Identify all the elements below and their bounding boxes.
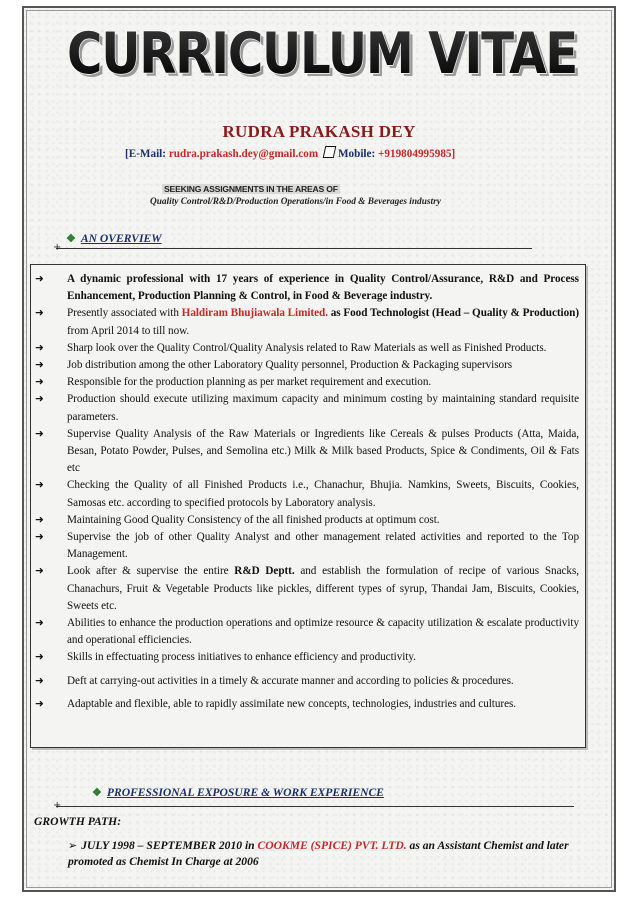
candidate-name: RUDRA PRAKASH DEY xyxy=(222,122,416,141)
experience-rule xyxy=(56,806,574,807)
arrow-right-icon: ➜ xyxy=(35,479,44,492)
diamond-icon: ❖ xyxy=(92,787,102,799)
arrow-right-icon: ➜ xyxy=(35,376,44,389)
arrow-right-icon: ➜ xyxy=(35,531,44,544)
job-company: COOKME (SPICE) PVT. LTD. xyxy=(257,839,407,852)
list-item: ➜ Look after & supervise the entire R&D Deptt. and establish the formulation of recipe of various Snacks, Chanachurs, Fruit & Vegetable Products like pickles, different types of syrup, Thandai Jam, Biscuits, Cookies, Sweets etc. xyxy=(35,565,580,612)
arrow-right-icon: ➜ xyxy=(35,307,44,320)
arrow-right-icon: ➜ xyxy=(35,565,44,578)
list-item: ➜ Job distribution among the other Laboratory Quality personnel, Production & Packaging supervisors xyxy=(35,357,579,374)
arrow-right-icon: ➜ xyxy=(35,674,44,687)
arrow-right-icon: ➜ xyxy=(35,393,44,406)
list-item: ➜ Maintaining Good Quality Consistency of the all finished products at optimum cost. xyxy=(35,512,579,529)
phone-icon xyxy=(323,146,337,158)
cv-title-shadow: CURRICULUM VITAE xyxy=(70,24,580,90)
overview-heading-text: AN OVERVIEW xyxy=(80,232,162,245)
contact-line xyxy=(125,146,455,160)
arrow-right-icon: ➜ xyxy=(35,427,44,440)
experience-heading-text: PROFESSIONAL EXPOSURE & WORK EXPERIENCE xyxy=(106,786,384,799)
job-entry: ➢ JULY 1998 – SEPTEMBER 2010 in COOKME (SPICE) PVT. LTD. as an Assistant Chemist and later promoted as Chemist In Charge at 2006 xyxy=(68,839,569,868)
overview-box xyxy=(30,264,586,748)
list-item: ➜ Supervise the job of other Quality Analyst and other management related activities and reported to the Top Management. xyxy=(35,531,579,561)
current-company: Haldiram Bhujiawala Limited. xyxy=(181,307,328,320)
rule-marker: + xyxy=(53,242,62,253)
growth-path-label: GROWTH PATH: xyxy=(34,815,122,828)
cv-title-banner xyxy=(44,14,600,94)
overview-rule xyxy=(56,248,532,249)
cv-title-text: CURRICULUM VITAE xyxy=(67,21,577,87)
arrow-right-icon: ➜ xyxy=(35,359,44,372)
list-item: ➜ Skills in effectuating process initiatives to enhance efficiency and productivity. xyxy=(35,649,579,666)
seeking-heading: SEEKING ASSIGNMENTS IN THE AREAS OF xyxy=(164,184,338,194)
arrow-right-icon: ➜ xyxy=(35,651,44,664)
diamond-icon: ❖ xyxy=(66,233,76,245)
list-item: ➜ Checking the Quality of all Finished Products i.e., Chanachur, Bhujia. Namkins, Sweets, Biscuits, Cookies, Samosas etc. according to specified protocols by Laboratory analysis. xyxy=(35,479,579,509)
arrow-right-icon: ➜ xyxy=(35,341,44,354)
list-item: ➜ Responsible for the production planning as per market requirement and execution. xyxy=(35,374,579,391)
check-arrow-icon: ➢ xyxy=(68,839,78,852)
list-item: ➜ A dynamic professional with 17 years of experience in Quality Control/Assurance, R&D and Process Enhancement, Production Planning & Control, in Food & Beverage industry. xyxy=(35,273,579,303)
list-item: ➜ Abilities to enhance the production operations and optimize resource & capacity utilization & escalate productivity and operational efficiencies. xyxy=(35,617,579,647)
arrow-right-icon: ➜ xyxy=(35,513,44,526)
list-item: ➜ Presently associated with Haldiram Bhujiawala Limited. as Food Technologist (Head – Quality & Production) from April 2014 to till now. xyxy=(35,307,579,337)
experience-heading xyxy=(92,786,384,799)
list-item: ➜ Sharp look over the Quality Control/Quality Analysis related to Raw Materials as well as Finished Products. xyxy=(35,340,579,357)
mobile-label: Mobile: xyxy=(337,148,376,160)
mobile-number: +919804995985] xyxy=(378,148,456,160)
list-item: ➜ Deft at carrying-out activities in a timely & accurate manner and according to policies & procedures. xyxy=(35,673,579,690)
email-link[interactable]: rudra.prakash.dey@gmail.com xyxy=(168,148,319,160)
areas-text: Quality Control/R&D/Production Operations/in Food & Beverages industry xyxy=(150,197,441,207)
rule-marker: + xyxy=(53,800,62,811)
list-item: ➜ Adaptable and flexible, able to rapidly assimilate new concepts, technologies, industries and cultures. xyxy=(35,696,579,713)
list-item: ➜ Production should execute utilizing maximum capacity and minimum costing by maintaining standard requisite parameters. xyxy=(35,393,579,423)
rd-dept: R&D Deptt. xyxy=(234,565,295,578)
arrow-right-icon: ➜ xyxy=(35,697,44,710)
email-label: [E-Mail: xyxy=(125,148,167,160)
arrow-right-icon: ➜ xyxy=(35,273,44,285)
overview-heading xyxy=(66,232,162,245)
arrow-right-icon: ➜ xyxy=(35,617,44,630)
overview-list xyxy=(31,265,585,713)
list-item: ➜ Supervise Quality Analysis of the Raw Materials or Ingredients like Cereals & pulses Products (Atta, Maida, Besan, Potato Powder, Pulses, and Semolina etc.) Milk & Milk based Products, Spice & Condiments, Oil & Fats etc xyxy=(35,427,579,475)
